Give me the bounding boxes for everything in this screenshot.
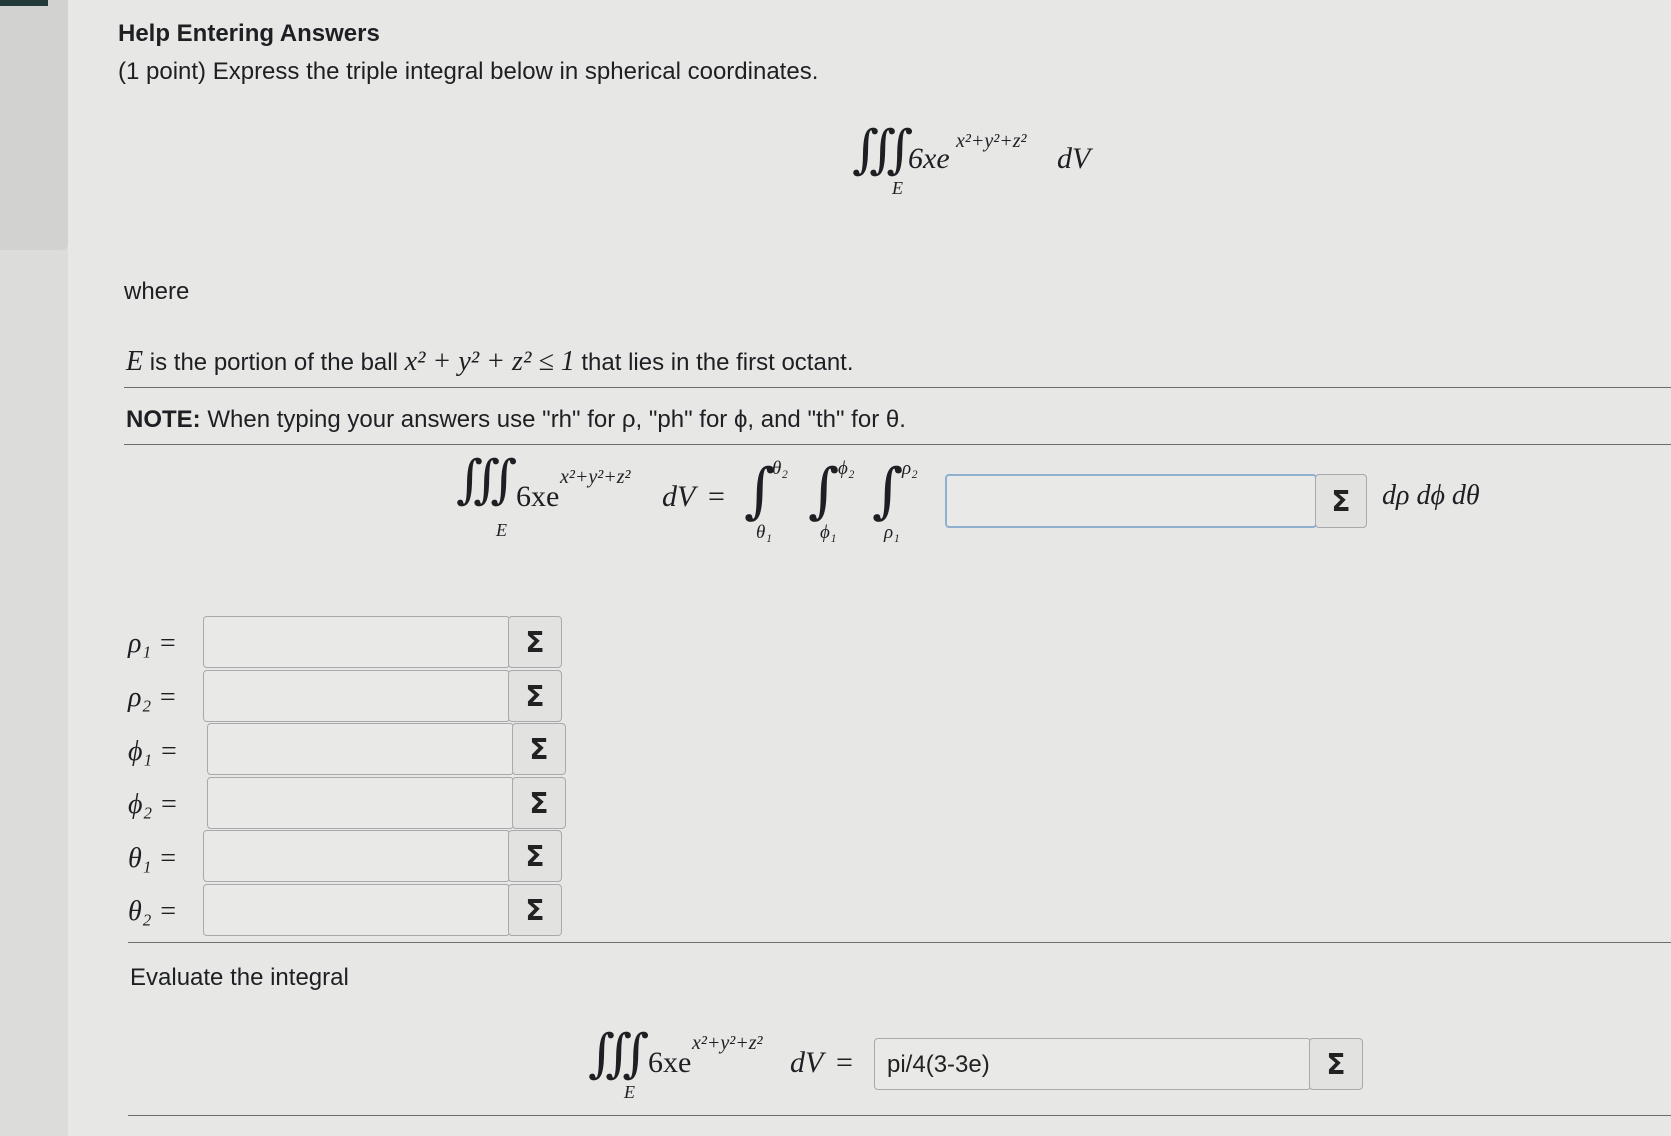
lower-limit-theta: θ₁ [756,522,772,543]
lhs-region-subscript: E [496,520,507,540]
sidebar-tab [0,0,68,250]
eval-triple-integral-symbol: ∭ [588,1024,650,1084]
eval-equals-sign: = [836,1046,853,1079]
rho2-input[interactable] [203,670,510,722]
note-text: When typing your answers use "rh" for ρ, "ph" for ϕ, and "th" for θ. [207,406,906,433]
triple-integral-symbol: ∭ [852,120,914,180]
differential: dV [1057,142,1091,175]
display-integral [852,120,1112,210]
evaluate-integral [588,1024,868,1124]
upper-limit-theta: θ₂ [772,458,788,479]
sigma-icon: Σ [525,893,545,927]
where-label: where [124,278,190,305]
eval-region-subscript: E [624,1082,635,1102]
phi2-label: ϕ₂ = [128,789,179,820]
lhs-integrand: 6xe [516,480,560,513]
evaluate-label: Evaluate the integral [130,964,349,991]
integrand-sigma-button[interactable] [1315,474,1367,528]
theta2-label: θ₂ = [128,896,178,927]
upper-limit-phi: ϕ₂ [838,458,855,479]
region-var: E [126,346,144,377]
region-subscript: E [892,178,903,198]
sigma-icon: Σ [525,839,545,873]
note [126,406,906,434]
phi2-input[interactable] [207,777,514,829]
integrand-input[interactable] [945,474,1317,528]
eval-exponent: x²+y²+z² [692,1032,763,1054]
rho1-sigma-button[interactable] [508,616,562,668]
phi1-input[interactable] [207,723,514,775]
rho1-input[interactable] [203,616,510,668]
theta1-label: θ₁ = [128,843,178,874]
sigma-icon: Σ [529,786,549,820]
theta1-input[interactable] [203,830,510,882]
answer-value: pi/4(3-3e) [887,1051,990,1078]
note-label: NOTE: [126,406,201,433]
sidebar-accent [0,0,48,6]
eval-differential: dV [790,1046,824,1079]
integral-sign-phi: ∫ [808,456,840,526]
answer-sigma-button[interactable] [1309,1038,1363,1090]
region-text-1: is the portion of the ball [149,349,398,376]
sigma-icon: Σ [1331,484,1351,518]
rho2-label: ρ₂ = [128,682,178,713]
rho2-sigma-button[interactable] [508,670,562,722]
rho1-label: ρ₁ = [128,628,178,659]
answer-input[interactable] [874,1038,1311,1090]
theta1-sigma-button[interactable] [508,830,562,882]
sigma-icon: Σ [529,732,549,766]
region-description [126,346,854,378]
eval-integrand: 6xe [648,1046,692,1079]
page-title[interactable]: Help Entering Answers [118,20,380,47]
theta2-sigma-button[interactable] [508,884,562,936]
theta2-input[interactable] [203,884,510,936]
sigma-icon: Σ [525,625,545,659]
integrand: 6xe [908,142,950,175]
ball-inequality: x² + y² + z² ≤ 1 [404,346,575,377]
integral-sign-rho: ∫ [872,456,904,526]
problem-prompt: (1 point) Express the triple integral below in spherical coordinates. [118,58,819,85]
lhs-differential: dV [662,480,696,513]
lower-limit-rho: ρ₁ [884,522,900,543]
divider-2 [124,444,1671,445]
integral-sign-theta: ∫ [744,456,776,526]
divider-1 [124,387,1671,388]
phi1-sigma-button[interactable] [512,723,566,775]
divider-4 [128,1115,1671,1116]
phi2-sigma-button[interactable] [512,777,566,829]
phi1-label: ϕ₁ = [128,736,179,767]
exponent: x²+y²+z² [956,130,1027,152]
upper-limit-rho: ρ₂ [902,458,918,479]
left-sidebar [0,0,68,1136]
lhs-triple-integral-symbol: ∭ [456,450,518,510]
lhs-exponent: x²+y²+z² [560,466,631,488]
differentials: dρ dϕ dθ [1382,480,1480,511]
region-text-2: that lies in the first octant. [581,349,854,376]
sigma-icon: Σ [1326,1047,1346,1081]
sigma-icon: Σ [525,679,545,713]
lower-limit-phi: ϕ₁ [820,522,837,543]
equals-sign: = [708,480,725,513]
divider-3 [128,942,1671,943]
